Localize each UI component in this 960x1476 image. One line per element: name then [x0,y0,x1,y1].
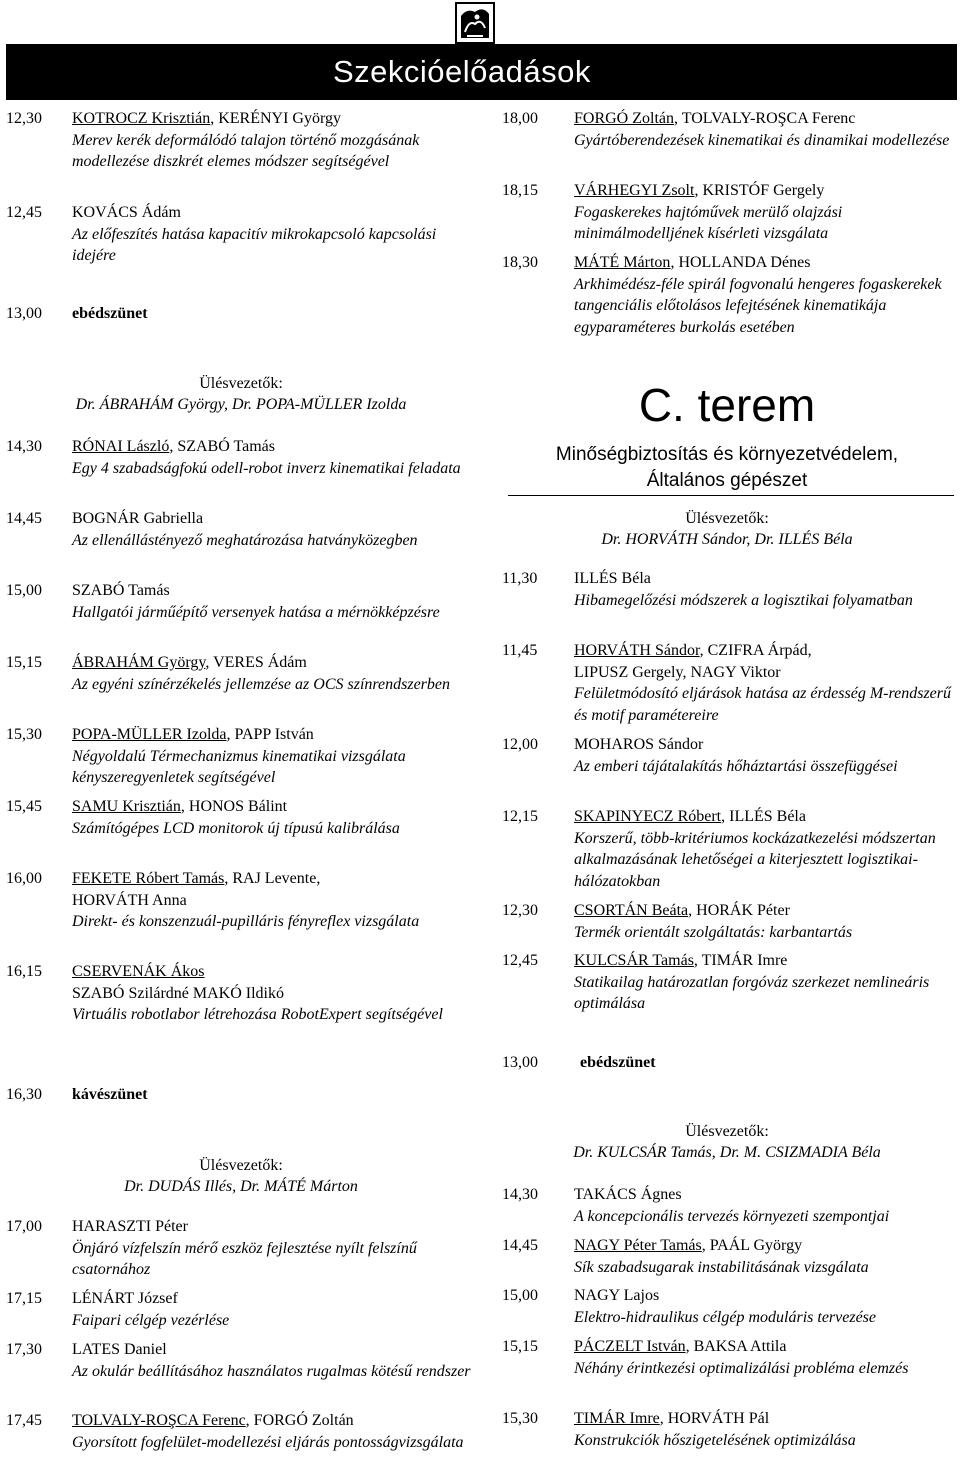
presenting-author: CSERVENÁK Ákos [72,963,205,980]
author: ILLÉS Béla [574,570,651,587]
talk-title: Merev kerék deformálódó talajon történő mozgásának modellezése diszkrét elemes módszer segítségével [72,131,420,170]
talk-body [72,868,476,933]
presenting-author: FEKETE Róbert Tamás [72,870,225,887]
author: CZIFRA Árpád, [707,642,812,659]
talk-title: Statikailag határozatlan forgóváz szerkezet nemlineáris optimálása [574,973,930,1012]
author: HONOS Bálint [188,798,288,815]
talk-authors [72,1288,476,1310]
talk-time: 18,00 [502,110,538,127]
break-label: ebédszünet [580,1054,656,1071]
talk-body [574,640,952,726]
author: KERÉNYI György [218,110,342,127]
talk-authors: PÁCZELT István, BAKSA Attila [574,1338,787,1355]
talk-body [574,950,952,1015]
presenting-author: TOLVALY-ROŞCA Ferenc [72,1412,246,1429]
author: KRISTÓF Gergely [702,182,825,199]
author: HORVÁTH Pál [667,1410,770,1427]
talk-body [72,652,476,695]
talk-time: 12,45 [502,952,538,969]
talk-authors [574,568,952,590]
author: RAJ Levente, [232,870,321,887]
talk-body [72,961,476,1026]
talk-authors [72,508,476,530]
talk-time: 12,30 [6,110,42,127]
talk-title: A koncepcionális tervezés környezeti szempontjai [574,1207,890,1225]
talk-title: Faipari célgép vezérlése [72,1311,230,1329]
presenting-author: FORGÓ Zoltán [574,110,674,127]
talk-body [72,796,476,839]
talk-title: Önjáró vízfelszín mérő eszköz fejlesztése nyílt felszínű csatornához [72,1239,417,1278]
talk-title: Az emberi tájátalakítás hőháztartási összefüggései [574,757,898,775]
talk-authors: FORGÓ Zoltán, TOLVALY-ROŞCA Ferenc [574,110,856,127]
talk-body [574,108,952,151]
talk-title: Fogaskerekes hajtóművek merülő olajzási minimálmodelljének kísérleti vizsgálata [574,203,843,242]
talk-title: Arkhimédész-féle spirál fogvonalú hengeres fogaskerekek tangenciális előtolásos lefejtésének kinematikája egyparaméteres burkolás esetében [574,275,942,336]
talk-authors [72,1216,476,1238]
break-time: 13,00 [502,1054,538,1071]
talk-authors: HORVÁTH Sándor, CZIFRA Árpád, LIPUSZ Gergely, NAGY Viktor [574,642,812,681]
talk-body [72,108,476,173]
talk-authors [72,202,476,224]
talk-time: 17,30 [6,1341,42,1358]
talk-title: Elektro-hidraulikus célgép moduláris tervezése [574,1308,876,1326]
talk-title: Termék orientált szolgáltatás: karbantartás [574,923,853,941]
talk-time: 11,45 [502,642,538,659]
talk-body [72,1410,476,1453]
author: ILLÉS Béla [729,808,806,825]
talk-title: Gyorsított fogfelület-modellezési eljárás pontosságvizsgálata [72,1433,464,1451]
session-chairs [6,1155,476,1197]
talk-body [574,1285,952,1328]
talk-time: 17,45 [6,1412,42,1429]
talk-time: 12,30 [502,902,538,919]
chairs-names: Dr. DUDÁS Illés, Dr. MÁTÉ Márton [124,1178,358,1195]
banner-title: Szekcióelőadások [333,54,591,89]
talk-title: Az okulár beállításához használatos rugalmas kötésű rendszer [72,1362,471,1380]
talk-authors: POPA-MÜLLER Izolda, PAPP István [72,726,314,743]
presenting-author: SKAPINYECZ Róbert [574,808,722,825]
chairs-names: Dr. ÁBRAHÁM György, Dr. POPA-MÜLLER Izolda [75,396,407,413]
author: NAGY Viktor [690,663,781,681]
author: BAKSA Attila [693,1338,787,1355]
talk-body [574,1336,952,1379]
talk-authors: CSORTÁN Beáta, HORÁK Péter [574,902,790,919]
right-column [502,0,952,1476]
talk-time: 15,00 [6,582,42,599]
talk-title: Egy 4 szabadságfokú odell-robot inverz kinematikai feladata [72,459,461,477]
session-chairs [502,508,952,550]
talk-body [72,724,476,789]
presenting-author: CSORTÁN Beáta [574,902,689,919]
talk-title: Hallgatói járműépítő versenyek hatása a mérnökképzésre [72,603,440,621]
author: BOGNÁR Gabriella [72,510,204,527]
talk-time: 14,30 [502,1186,538,1203]
talk-title: Az előfeszítés hatása kapacitív mikrokapcsoló kapcsolási idejére [72,225,437,264]
talk-title: Gyártóberendezések kinematikai és dinamikai modellezése [574,131,950,149]
talk-body [574,806,952,892]
talk-authors [574,1184,952,1206]
talk-time: 18,30 [502,254,538,271]
talk-title: Korszerű, több-kritériumos kockázatkezelési módszertan alkalmazásának lehetőségei a kiterjesztett logisztikai-hálózatokban [574,829,936,890]
presenting-author: VÁRHEGYI Zsolt [574,182,695,199]
author: LATES Daniel [72,1341,167,1358]
presenting-author: KOTROCZ Krisztián [72,110,211,127]
presenting-author: SAMU Krisztián [72,798,181,815]
talk-title: Felületmódosító eljárások hatása az érdesség M-rendszerű és motif paramétereire [574,685,951,724]
talk-time: 15,30 [502,1410,538,1427]
talk-title: Az ellenállástényező meghatározása hatványközegben [72,531,418,549]
chairs-label: Ülésvezetők: [199,375,283,392]
talk-authors [72,1339,476,1361]
author: HOLLANDA Dénes [678,254,811,271]
talk-title: Az egyéni színérzékelés jellemzése az OCS színrendszerben [72,675,450,693]
presenting-author: ÁBRAHÁM György [72,654,206,671]
talk-time: 15,30 [6,726,42,743]
author: SZABÓ Szilárdné MAKÓ Ildikó [72,984,284,1002]
talk-body [72,202,476,267]
author: TOLVALY-ROŞCA Ferenc [681,110,856,127]
left-column [6,0,476,1476]
talk-authors [574,1285,952,1307]
talk-time: 15,45 [6,798,42,815]
session-chairs [6,373,476,415]
talk-title: Direkt- és konszenzuál-pupilláris fényreflex vizsgálata [72,913,420,930]
talk-title: Néhány érintkezési optimalizálási probléma elemzés [574,1359,909,1377]
session-chairs [502,1121,952,1163]
talk-body [574,734,952,777]
chairs-names: Dr. HORVÁTH Sándor, Dr. ILLÉS Béla [601,531,853,548]
room-subtitle-line1: Minőségbiztosítás és környezetvédelem, [555,444,899,465]
author: SZABÓ Tamás [72,582,170,599]
talk-authors: TOLVALY-ROŞCA Ferenc, FORGÓ Zoltán [72,1412,354,1429]
talk-body [72,1339,476,1382]
author: HORÁK Péter [696,902,790,919]
talk-authors [72,580,476,602]
talk-authors [574,734,952,756]
break-label: ebédszünet [72,305,148,322]
talk-time: 17,00 [6,1218,42,1235]
talk-authors: SAMU Krisztián, HONOS Bálint [72,798,288,815]
talk-body [574,568,952,611]
talk-time: 14,45 [6,510,42,527]
chairs-names: Dr. KULCSÁR Tamás, Dr. M. CSIZMADIA Béla [573,1144,881,1161]
author: HARASZTI Péter [72,1218,188,1235]
author: TAKÁCS Ágnes [574,1186,682,1203]
author: KOVÁCS Ádám [72,204,181,221]
talk-authors: NAGY Péter Tamás, PAÁL György [574,1237,803,1254]
room-title: C. terem [638,379,816,431]
presenting-author: TIMÁR Imre [574,1410,660,1427]
talk-authors: TIMÁR Imre, HORVÁTH Pál [574,1410,770,1427]
talk-time: 17,15 [6,1290,42,1307]
chairs-label: Ülésvezetők: [685,1123,769,1140]
talk-authors: SKAPINYECZ Róbert, ILLÉS Béla [574,808,806,825]
talk-time: 12,15 [502,808,538,825]
author: PAÁL György [709,1237,803,1254]
talk-body [574,1184,952,1227]
talk-time: 15,15 [502,1338,538,1355]
talk-time: 16,15 [6,963,42,980]
talk-title: Sík szabadsugarak instabilitásának vizsgálata [574,1258,869,1276]
talk-title: Virtuális robotlabor létrehozása RobotExpert segítségével [72,1006,443,1023]
break-time: 13,00 [6,305,42,322]
talk-time: 11,30 [502,570,538,587]
talk-body [72,508,476,551]
talk-authors: FEKETE Róbert Tamás, RAJ Levente, HORVÁTH Anna [72,870,321,909]
talk-time: 14,30 [6,438,42,455]
talk-body [72,580,476,623]
talk-authors: KOTROCZ Krisztián, KERÉNYI György [72,110,342,127]
talk-body [72,436,476,479]
break-label: kávészünet [72,1086,148,1103]
break-time: 16,30 [6,1086,42,1103]
talk-body [574,252,952,338]
presenting-author: NAGY Péter Tamás [574,1237,702,1254]
talk-authors: VÁRHEGYI Zsolt, KRISTÓF Gergely [574,182,825,199]
author: FORGÓ Zoltán [253,1412,354,1429]
talk-authors: RÓNAI László, SZABÓ Tamás [72,438,276,455]
presenting-author: MÁTÉ Márton [574,254,671,271]
talk-authors [72,961,476,1004]
talk-authors: MÁTÉ Márton, HOLLANDA Dénes [574,254,811,271]
chairs-label: Ülésvezetők: [685,510,769,527]
author: HORVÁTH Anna [72,891,187,909]
talk-body [72,1288,476,1331]
talk-time: 12,00 [502,736,538,753]
author: VERES Ádám [213,654,307,671]
author: LÉNÁRT József [72,1290,178,1307]
talk-authors: ÁBRAHÁM György, VERES Ádám [72,654,307,671]
author: NAGY Lajos [574,1287,660,1304]
author: TIMÁR Imre [701,952,788,969]
author: PAPP István [234,726,314,743]
talk-title: Hibamegelőzési módszerek a logisztikai folyamatban [574,591,913,609]
talk-time: 12,45 [6,204,42,221]
chairs-label: Ülésvezetők: [199,1157,283,1174]
room-subtitle-line2: Általános gépészet [646,470,808,491]
presenting-author: PÁCZELT István [574,1338,686,1355]
talk-body [574,900,952,943]
presenting-author: RÓNAI László [72,438,170,455]
talk-body [574,1408,952,1451]
talk-body [574,1235,952,1278]
talk-title: Négyoldalú Térmechanizmus kinematikai vizsgálata kényszeregyenletek segítségével [72,747,406,786]
talk-time: 15,15 [6,654,42,671]
talk-title: Számítógépes LCD monitorok új típusú kalibrálása [72,819,400,837]
talk-time: 18,15 [502,182,538,199]
talk-body [72,1216,476,1281]
presenting-author: KULCSÁR Tamás [574,952,694,969]
talk-title: Konstrukciók hőszigetelésének optimizálása [574,1431,856,1449]
room-divider [508,495,954,496]
author: SZABÓ Tamás [177,438,276,455]
author: LIPUSZ Gergely [574,663,683,681]
talk-authors: KULCSÁR Tamás, TIMÁR Imre [574,952,788,969]
talk-time: 14,45 [502,1237,538,1254]
author: MOHAROS Sándor [574,736,704,753]
talk-time: 16,00 [6,870,42,887]
talk-time: 15,00 [502,1287,538,1304]
talk-body [574,180,952,245]
presenting-author: HORVÁTH Sándor [574,642,700,659]
presenting-author: POPA-MÜLLER Izolda [72,726,227,743]
